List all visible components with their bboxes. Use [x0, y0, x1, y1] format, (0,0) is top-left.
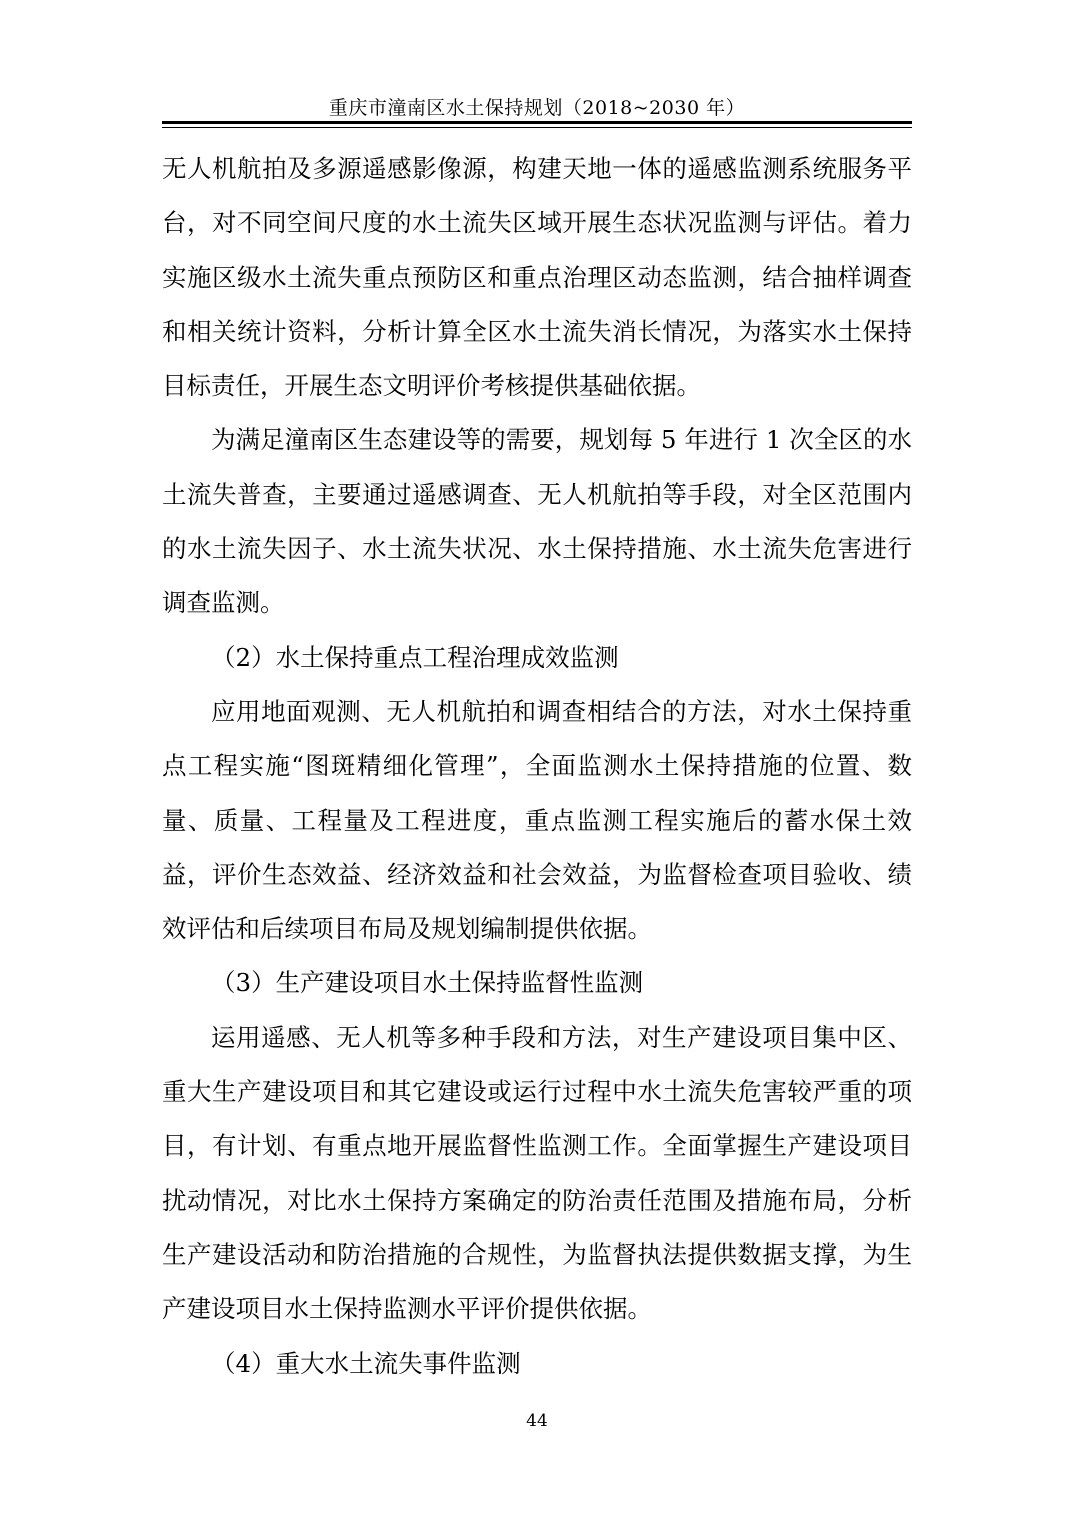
- section-heading-4: （4）重大水土流失事件监测: [211, 1348, 521, 1378]
- paragraph-construction-monitoring: 运用遥感、无人机等多种手段和方法，对生产建设项目集中区、重大生产建设项目和其它建设或运行过程中水土流失危害较严重的项目，有计划、有重点地开展监督性监测工作。全面掌握生产建设项目扰动情况，对比水土保持方案确定的防治责任范围及措施布局，分析生产建设活动和防治措施的合规性，为监督执法提供数据支撑，为生产建设项目水土保持监测水平评价提供依据。: [162, 1022, 912, 1324]
- section-heading-2: （2）水土保持重点工程治理成效监测: [211, 642, 619, 672]
- section-heading-3: （3）生产建设项目水土保持监督性监测: [211, 968, 644, 998]
- page-number: 44: [526, 1411, 548, 1431]
- paragraph-survey-plan: 为满足潼南区生态建设等的需要，规划每 5 年进行 1 次全区的水土流失普查，主要通过遥感调查、无人机航拍等手段，对全区范围内的水土流失因子、水土流失状况、水土保持措施、水土流失危害进行调查监测。: [162, 425, 912, 618]
- header-rule-thin: [162, 127, 912, 128]
- paragraph-key-project-monitoring: 应用地面观测、无人机航拍和调查相结合的方法，对水土保持重点工程实施“图斑精细化管理”，全面监测水土保持措施的位置、数量、质量、工程量及工程进度，重点监测工程实施后的蓄水保土效益，评价生态效益、经济效益和社会效益，为监督检查项目验收、绩效评估和后续项目布局及规划编制提供依据。: [162, 696, 912, 944]
- header-rule-thick: [162, 121, 912, 124]
- page-header-title: 重庆市潼南区水土保持规划（2018~2030 年）: [328, 97, 746, 119]
- document-body: [162, 142, 912, 1391]
- paragraph-continuation: 无人机航拍及多源遥感影像源，构建天地一体的遥感监测系统服务平台，对不同空间尺度的水土流失区域开展生态状况监测与评估。着力实施区级水土流失重点预防区和重点治理区动态监测，结合抽样调查和相关统计资料，分析计算全区水土流失消长情况，为落实水土保持目标责任，开展生态文明评价考核提供基础依据。: [162, 154, 912, 401]
